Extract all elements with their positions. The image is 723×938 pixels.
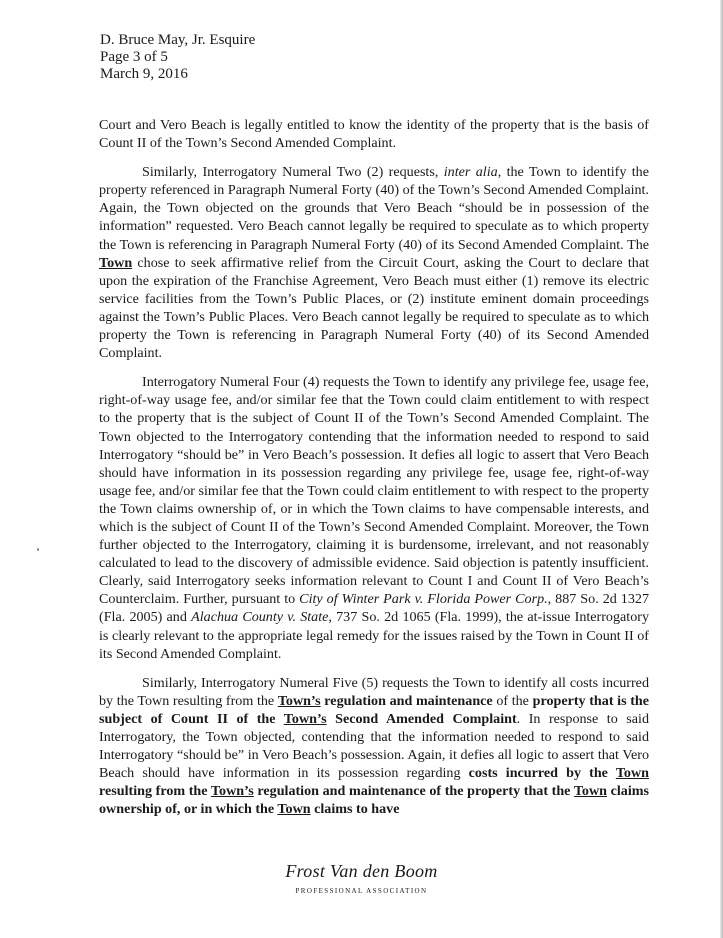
text-run: Town <box>615 765 649 782</box>
text-run: Similarly, Interrogatory Numeral Five (5) requests the Town to identify all costs incurred by the Town resulting from the <box>99 674 649 709</box>
text-run: . In response to said Interrogatory, the Town objected, contending that the information needed to respond to said Interrogatory “should be” in Vero Beach’s possession. Again, it defies all logic to assert that Vero Beach should have information in its possession regarding <box>99 710 649 782</box>
text-run: Town <box>99 254 133 271</box>
text-run: Similarly, Interrogatory Numeral Two (2) requests, <box>142 164 444 181</box>
text-run: Town’s <box>283 710 327 727</box>
text-run: of the <box>492 692 533 709</box>
text-run: , the Town to identify the property referenced in Paragraph Numeral Forty (40) of the Town’s Second Amended Complaint. Again, the Town objected on the grounds that Vero Beach “should be in possession of the information” requested. Vero Beach cannot legally be required to speculate as to which property the Town is referencing in Paragraph Numeral Forty (40) of its Second Amended Complaint. The <box>99 164 649 253</box>
text-run: City of Winter Park v. Florida Power Corp. <box>299 591 548 608</box>
text-run: regulation and maintenance of the property that the <box>253 783 574 800</box>
text-run: chose to seek affirmative relief from the Circuit Court, asking the Court to declare that upon the expiration of the Franchise Agreement, Vero Beach must either (1) remove its electric service facilities from the Town’s Public Places, or (2) institute eminent domain proceedings against the Town’s Public Places. Vero Beach cannot legally be required to speculate as to which property the Town is referencing in Paragraph Numeral Forty (40) of its Second Amended Complaint. <box>99 254 649 362</box>
scan-margin-mark <box>37 548 39 551</box>
text-run: Town’s <box>210 783 254 800</box>
text-run: costs incurred by the <box>468 765 616 782</box>
letter-header <box>100 32 255 83</box>
text-run: property that is the subject of Count II of the <box>99 692 650 727</box>
text-run: Town’s <box>277 692 321 709</box>
text-run: Alachua County v. State <box>191 609 329 626</box>
text-run: regulation and maintenance <box>320 692 493 709</box>
text-run: Interrogatory Numeral Four (4) requests the Town to identify any privilege fee, usage fee, right-of-way usage fee, and/or similar fee that the Town could claim entitlement to with respect to the property that is the subject of Count II of the Town’s Second Amended Complaint. The Town objected to the Interrogatory contending that the information needed to respond to said Interrogatory “should be” in Vero Beach’s possession. It defies all logic to assert that Vero Beach should have information in its possession regarding any privilege fee, usage fee, right-of-way usage fee, and/or similar fee that the Town could claim entitlement to with respect to the property the Town claims ownership of, or in which the Town claims to have compensable interests, and which is the subject of Count II of the Town’s Second Amended Complaint. Moreover, the Town further objected to the Interrogatory, claiming it is burdensome, irrelevant, and not reasonably calculated to lead to the discovery of admissible evidence. Said objection is patently insufficient. Clearly, said Interrogatory seeks information relevant to Count I and Count II of Vero Beach’s Counterclaim. Further, pursuant to <box>99 374 649 608</box>
firm-name-footer: Frost Van den Boom <box>285 861 438 881</box>
text-run: claims ownership of, or in which the <box>99 783 649 818</box>
letter-body <box>99 116 649 829</box>
text-run: inter alia <box>443 164 498 181</box>
addressee-line: D. Bruce May, Jr. Esquire <box>100 32 256 48</box>
text-run: , 887 So. 2d 1327 (Fla. 2005) and <box>99 591 649 626</box>
page-number-line: Page 3 of 5 <box>100 49 168 65</box>
paragraph-2 <box>99 163 649 362</box>
text-run: Town <box>277 801 311 818</box>
paragraph-3 <box>99 373 649 663</box>
text-run: claims to have <box>310 801 400 818</box>
paragraph-1 <box>99 116 649 152</box>
text-run: , 737 So. 2d 1065 (Fla. 1999), the at-issue Interrogatory is clearly relevant to the appropriate legal remedy for the issues raised by the Town in Count II of its Second Amended Complaint. <box>99 609 649 662</box>
text-run: Second Amended Complaint <box>326 710 517 727</box>
text-run: Court and Vero Beach is legally entitled to know the identity of the property that is the basis of Count II of the Town’s Second Amended Complaint. <box>99 117 649 152</box>
text-run: Town <box>573 783 607 800</box>
text-run: resulting from the <box>99 783 211 800</box>
date-line: March 9, 2016 <box>100 66 188 82</box>
firm-subtitle-footer: PROFESSIONAL ASSOCIATION <box>295 887 428 895</box>
paragraph-4 <box>99 674 649 819</box>
